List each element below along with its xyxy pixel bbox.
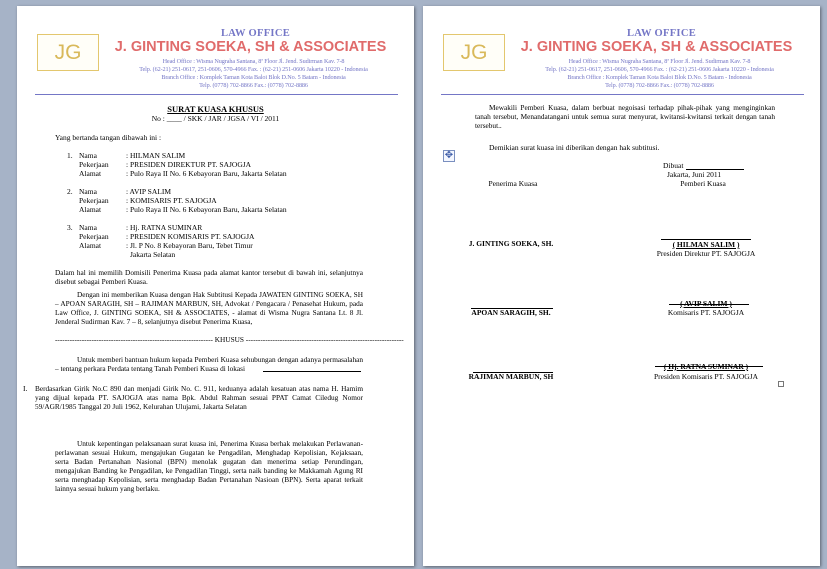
paragraph-domisili: Dalam hal ini memilih Domisili Penerima Kuasa pada alamat kantor tersebut di bawah ini, selanjutnya disebut sebagai Pemberi Kuasa. <box>55 268 363 286</box>
intro-text: Yang bertanda tangan dibawah ini : <box>55 133 162 142</box>
person-number: 3. <box>67 223 73 232</box>
field-label: Nama <box>79 223 97 232</box>
paragraph-bantuan-hukum: Untuk memberi bantuan hukum kepada Pemberi Kuasa sehubungan dengan adanya permasalahan – tentang perkara Perdata tentang Tanah Pemberi Kuasa di lokasi <box>55 355 363 373</box>
khusus-separator: ----------------------------------------------------------------- KHUSUS ----------------------------------------------------------------- <box>55 335 404 344</box>
move-icon[interactable]: ✥ <box>444 150 454 161</box>
firm-name: J. GINTING SOEKA, SH & ASSOCIATES <box>520 39 793 55</box>
field-label: Pekerjaan <box>79 196 109 205</box>
table-end-marker <box>778 381 784 387</box>
field-label: Alamat <box>79 241 102 250</box>
document-page-2 <box>423 6 820 566</box>
head-office-telp: Telp. (62-21) 251-0617, 251-0606, 570-4966 Fax. : (62-21) 251-0606 Jakarta 10220 - Indonesia <box>139 66 368 73</box>
field-value: : Jl. P No. 8 Kebayoran Baru, Tebet Timur <box>126 241 253 250</box>
document-page-1 <box>17 6 414 566</box>
head-office-telp: Telp. (62-21) 251-0617, 251-0606, 570-4966 Fax. : (62-21) 251-0606 Jakarta 10220 - Indonesia <box>545 66 774 73</box>
field-value: : HILMAN SALIM <box>126 151 186 160</box>
signatory-right-3: ( Hj. RATNA SUMINAR ) <box>663 362 749 371</box>
firm-logo: JG <box>443 34 505 71</box>
branch-office-telp: Telp. (0778) 702-8866 Fax.: (0778) 702-8886 <box>199 82 308 89</box>
document-number: No : ____ / SKK / JAR / JGSA / VI / 2011 <box>151 114 280 123</box>
field-value-continued: Jakarta Selatan <box>130 250 176 259</box>
signatory-left-1: J. GINTING SOEKA, SH. <box>468 239 554 248</box>
person-number: 1. <box>67 151 73 160</box>
header-divider <box>35 94 398 95</box>
head-office-address: Head Office : Wisma Nugraha Santana, 8ª Floor Jl. Jend. Sudirman Kav. 7-8 <box>162 58 345 65</box>
document-title: SURAT KUASA KHUSUS <box>167 104 264 114</box>
branch-office-address: Branch Office : Komplek Taman Kota Baloi Blok D.No. 5 Batam - Indonesia <box>161 74 346 81</box>
field-label: Alamat <box>79 205 102 214</box>
branch-office-telp: Telp. (0778) 702-8866 Fax.: (0778) 702-8886 <box>605 82 714 89</box>
dibuat-label: Dibuat <box>663 161 684 170</box>
header-divider <box>441 94 804 95</box>
field-label: Alamat <box>79 169 102 178</box>
signatory-right-2-title: Komisaris PT. SAJOGJA <box>667 308 745 317</box>
branch-office-address: Branch Office : Komplek Taman Kota Baloi Blok D.No. 5 Batam - Indonesia <box>567 74 752 81</box>
field-value: : PRESIDEN KOMISARIS PT. SAJOGJA <box>126 232 255 241</box>
paragraph-pemberian-kuasa: Dengan ini memberikan Kuasa dengan Hak Subtitusi Kepada JAWATEN GINTING SOEKA, SH – APOAN SARAGIH, SH – RAJIMAN MARBUN, SH, Advokat / Pengacara / Penasehat Hukum, pada Law Office, J. GINTING SOEKA, SH & ASSOCIATES, - alamat di Wisma Nugra Santana Lt. 8 Jl. Jenderal Sudirman Kav. 7 – 8, selanjutnya disebut Penerima Kuasa, <box>55 290 363 326</box>
signatory-right-3-title: Presiden Komisaris PT. SAJOGJA <box>653 372 759 381</box>
law-office-heading: LAW OFFICE <box>626 28 697 39</box>
paragraph-mewakili: Mewakili Pemberi Kuasa, dalam berbuat negoisasi terhadap pihak-pihak yang menginginkan tanah tersebut, Menandatangani untuk semua surat menyurat, kwitansi-kwitansi terkait dengan tanah tersebut.. <box>475 103 775 130</box>
firm-logo: JG <box>37 34 99 71</box>
field-value: : PRESIDEN DIREKTUR PT. SAJOGJA <box>126 160 252 169</box>
field-label: Nama <box>79 187 97 196</box>
signatory-left-2: APOAN SARAGIH, SH. <box>471 308 551 317</box>
paragraph-kepentingan: Untuk kepentingan pelaksanaan surat kuasa ini, Penerima Kuasa berhak melakukan Perlawanan-perlawanan sesuai Hukum, mengajukan Gugatan ke Pengadilan, Menghadap Kepolisian, Kejaksaan, serta Badan Pertanahan Nasional (BPN) menolak gugatan dan menerima setiap Perundingan, mengajukan Banding ke Pengadilan, ke Pengadilan Tinggi, serta naik banding ke Makkamah Agung RI serta menghadap Kepolisian, serta menghadap Badan Pertanahan Nasioan (BPN). Serta aparat terkait lainnya sesuai hukum yang berlaku. <box>55 439 363 493</box>
paragraph-demikian: Demikian surat kuasa ini diberikan dengan hak subtitusi. <box>489 143 660 152</box>
field-label: Pekerjaan <box>79 232 109 241</box>
field-value: : Hj. RATNA SUMINAR <box>126 223 203 232</box>
firm-name: J. GINTING SOEKA, SH & ASSOCIATES <box>114 39 387 55</box>
field-label: Nama <box>79 151 97 160</box>
signatory-left-3: RAJIMAN MARBUN, SH <box>468 372 554 381</box>
place-date: Jakarta, Juni 2011 <box>667 170 722 179</box>
pemberi-kuasa-label: Pemberi Kuasa <box>680 179 726 188</box>
field-value: : Pulo Raya II No. 6 Kebayoran Baru, Jakarta Selatan <box>126 205 287 214</box>
law-office-heading: LAW OFFICE <box>220 28 291 39</box>
field-value: : Pulo Raya II No. 6 Kebayoran Baru, Jakarta Selatan <box>126 169 287 178</box>
field-value: : AVIP SALIM <box>126 187 172 196</box>
field-label: Pekerjaan <box>79 160 109 169</box>
item-girik: Berdasarkan Girik No.C 890 dan menjadi Girik No. C. 911, keduanya adalah kesatuan atas nama H. Hamim yang dijual kepada PT. SAJOGJA atas nama Bpk. Abdul Rahman sesuai PPAT Camat Ciledug Nomor 59/AGR/1985 Tanggal 20 Juli 1962, Kelurahan Ulujami, Jakarta Selatan <box>35 384 363 411</box>
item-number: I. <box>23 384 28 393</box>
head-office-address: Head Office : Wisma Nugraha Santana, 8ª Floor Jl. Jend. Sudirman Kav. 7-8 <box>568 58 751 65</box>
person-number: 2. <box>67 187 73 196</box>
signatory-right-2: ( AVIP SALIM ) <box>680 299 732 308</box>
signatory-right-1: ( HILMAN SALIM ) <box>672 240 740 249</box>
penerima-kuasa-label: Penerima Kuasa <box>488 179 538 188</box>
location-blank-line <box>263 371 361 372</box>
field-value: : KOMISARIS PT. SAJOGJA <box>126 196 217 205</box>
signatory-right-1-title: Presiden Direktur PT. SAJOGJA <box>656 249 756 258</box>
